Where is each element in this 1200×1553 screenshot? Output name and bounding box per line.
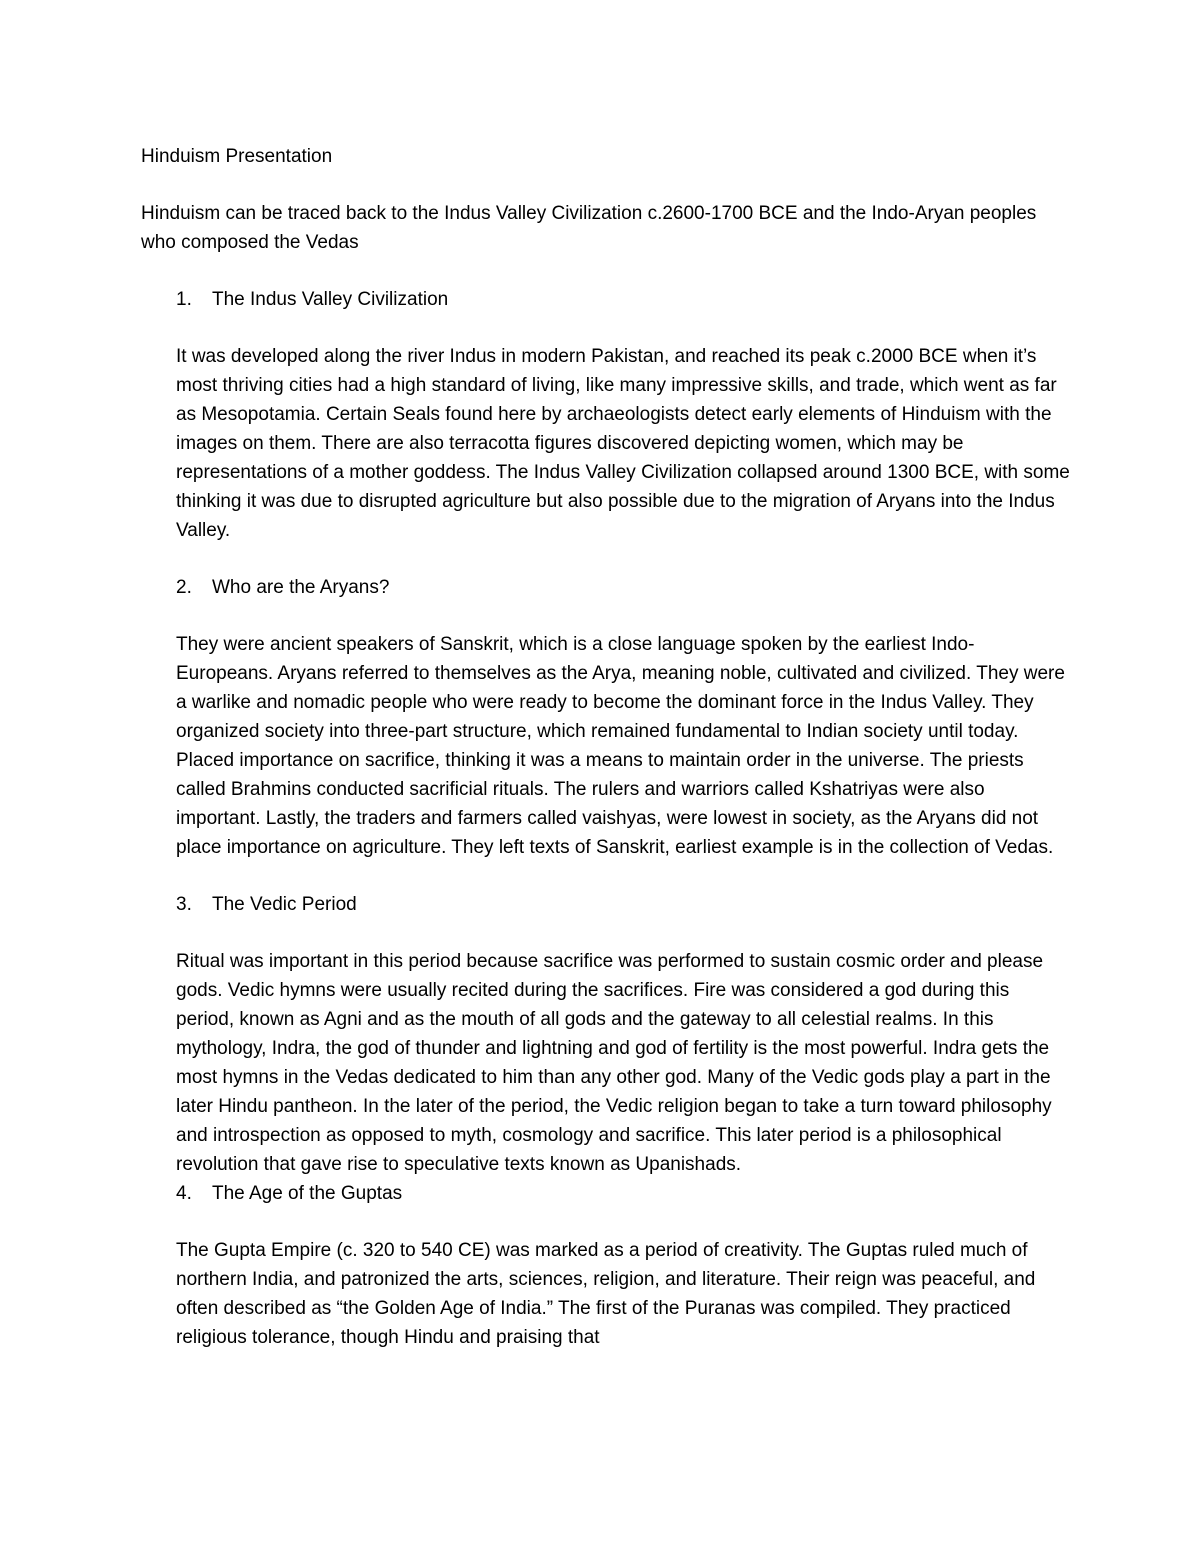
section-heading-2	[176, 573, 1071, 602]
section-heading-text: Who are the Aryans?	[212, 577, 390, 598]
section-number: 2.	[176, 577, 192, 598]
section-heading-text: The Age of the Guptas	[212, 1183, 403, 1204]
intro-paragraph: Hinduism can be traced back to the Indus Valley Civilization c.2600-1700 BCE and the Indo-Aryan peoples who composed the Vedas	[141, 203, 1037, 253]
section-body-4: The Gupta Empire (c. 320 to 540 CE) was marked as a period of creativity. The Guptas ruled much of northern India, and patronized the arts, sciences, religion, and literature. Their reign was peaceful, and often described as “the Golden Age of India.” The first of the Puranas was compiled. They practiced religious tolerance, though Hindu and praising that	[176, 1240, 1036, 1348]
section-number: 4.	[176, 1183, 192, 1204]
section-number: 3.	[176, 894, 192, 915]
section-heading-4	[176, 1179, 1071, 1208]
section-heading-3	[176, 890, 1071, 919]
section-body-3: Ritual was important in this period because sacrifice was performed to sustain cosmic order and please gods. Vedic hymns were usually recited during the sacrifices. Fire was considered a god during this period, known as Agni and as the mouth of all gods and the gateway to all celestial realms. In this mythology, Indra, the god of thunder and lightning and god of fertility is the most powerful. Indra gets the most hymns in the Vedas dedicated to him than any other god. Many of the Vedic gods play a part in the later Hindu pantheon. In the later of the period, the Vedic religion began to take a turn toward philosophy and introspection as opposed to myth, cosmology and sacrifice. This later period is a philosophical revolution that gave rise to speculative texts known as Upanishads.	[176, 951, 1052, 1175]
section-heading-text: The Indus Valley Civilization	[212, 289, 449, 310]
section-number: 1.	[176, 289, 192, 310]
section-heading-1	[176, 285, 1071, 314]
section-heading-text: The Vedic Period	[212, 894, 357, 915]
section-body-2: They were ancient speakers of Sanskrit, which is a close language spoken by the earliest Indo-Europeans. Aryans referred to themselves as the Arya, meaning noble, cultivated and civilized. They were a warlike and nomadic people who were ready to become the dominant force in the Indus Valley. They organized society into three-part structure, which remained fundamental to Indian society until today. Placed importance on sacrifice, thinking it was a means to maintain order in the universe. The priests called Brahmins conducted sacrificial rituals. The rulers and warriors called Kshatriyas were also important. Lastly, the traders and farmers called vaishyas, were lowest in society, as the Aryans did not place importance on agriculture. They left texts of Sanskrit, earliest example is in the collection of Vedas.	[176, 634, 1065, 858]
document-title: Hinduism Presentation	[141, 146, 333, 167]
section-body-1: It was developed along the river Indus in modern Pakistan, and reached its peak c.2000 BCE when it’s most thriving cities had a high standard of living, like many impressive skills, and trade, which went as far as Mesopotamia. Certain Seals found here by archaeologists detect early elements of Hinduism with the images on them. There are also terracotta figures discovered depicting women, which may be representations of a mother goddess. The Indus Valley Civilization collapsed around 1300 BCE, with some thinking it was due to disrupted agriculture but also possible due to the migration of Aryans into the Indus Valley.	[176, 346, 1070, 541]
document-content	[141, 142, 1071, 1352]
